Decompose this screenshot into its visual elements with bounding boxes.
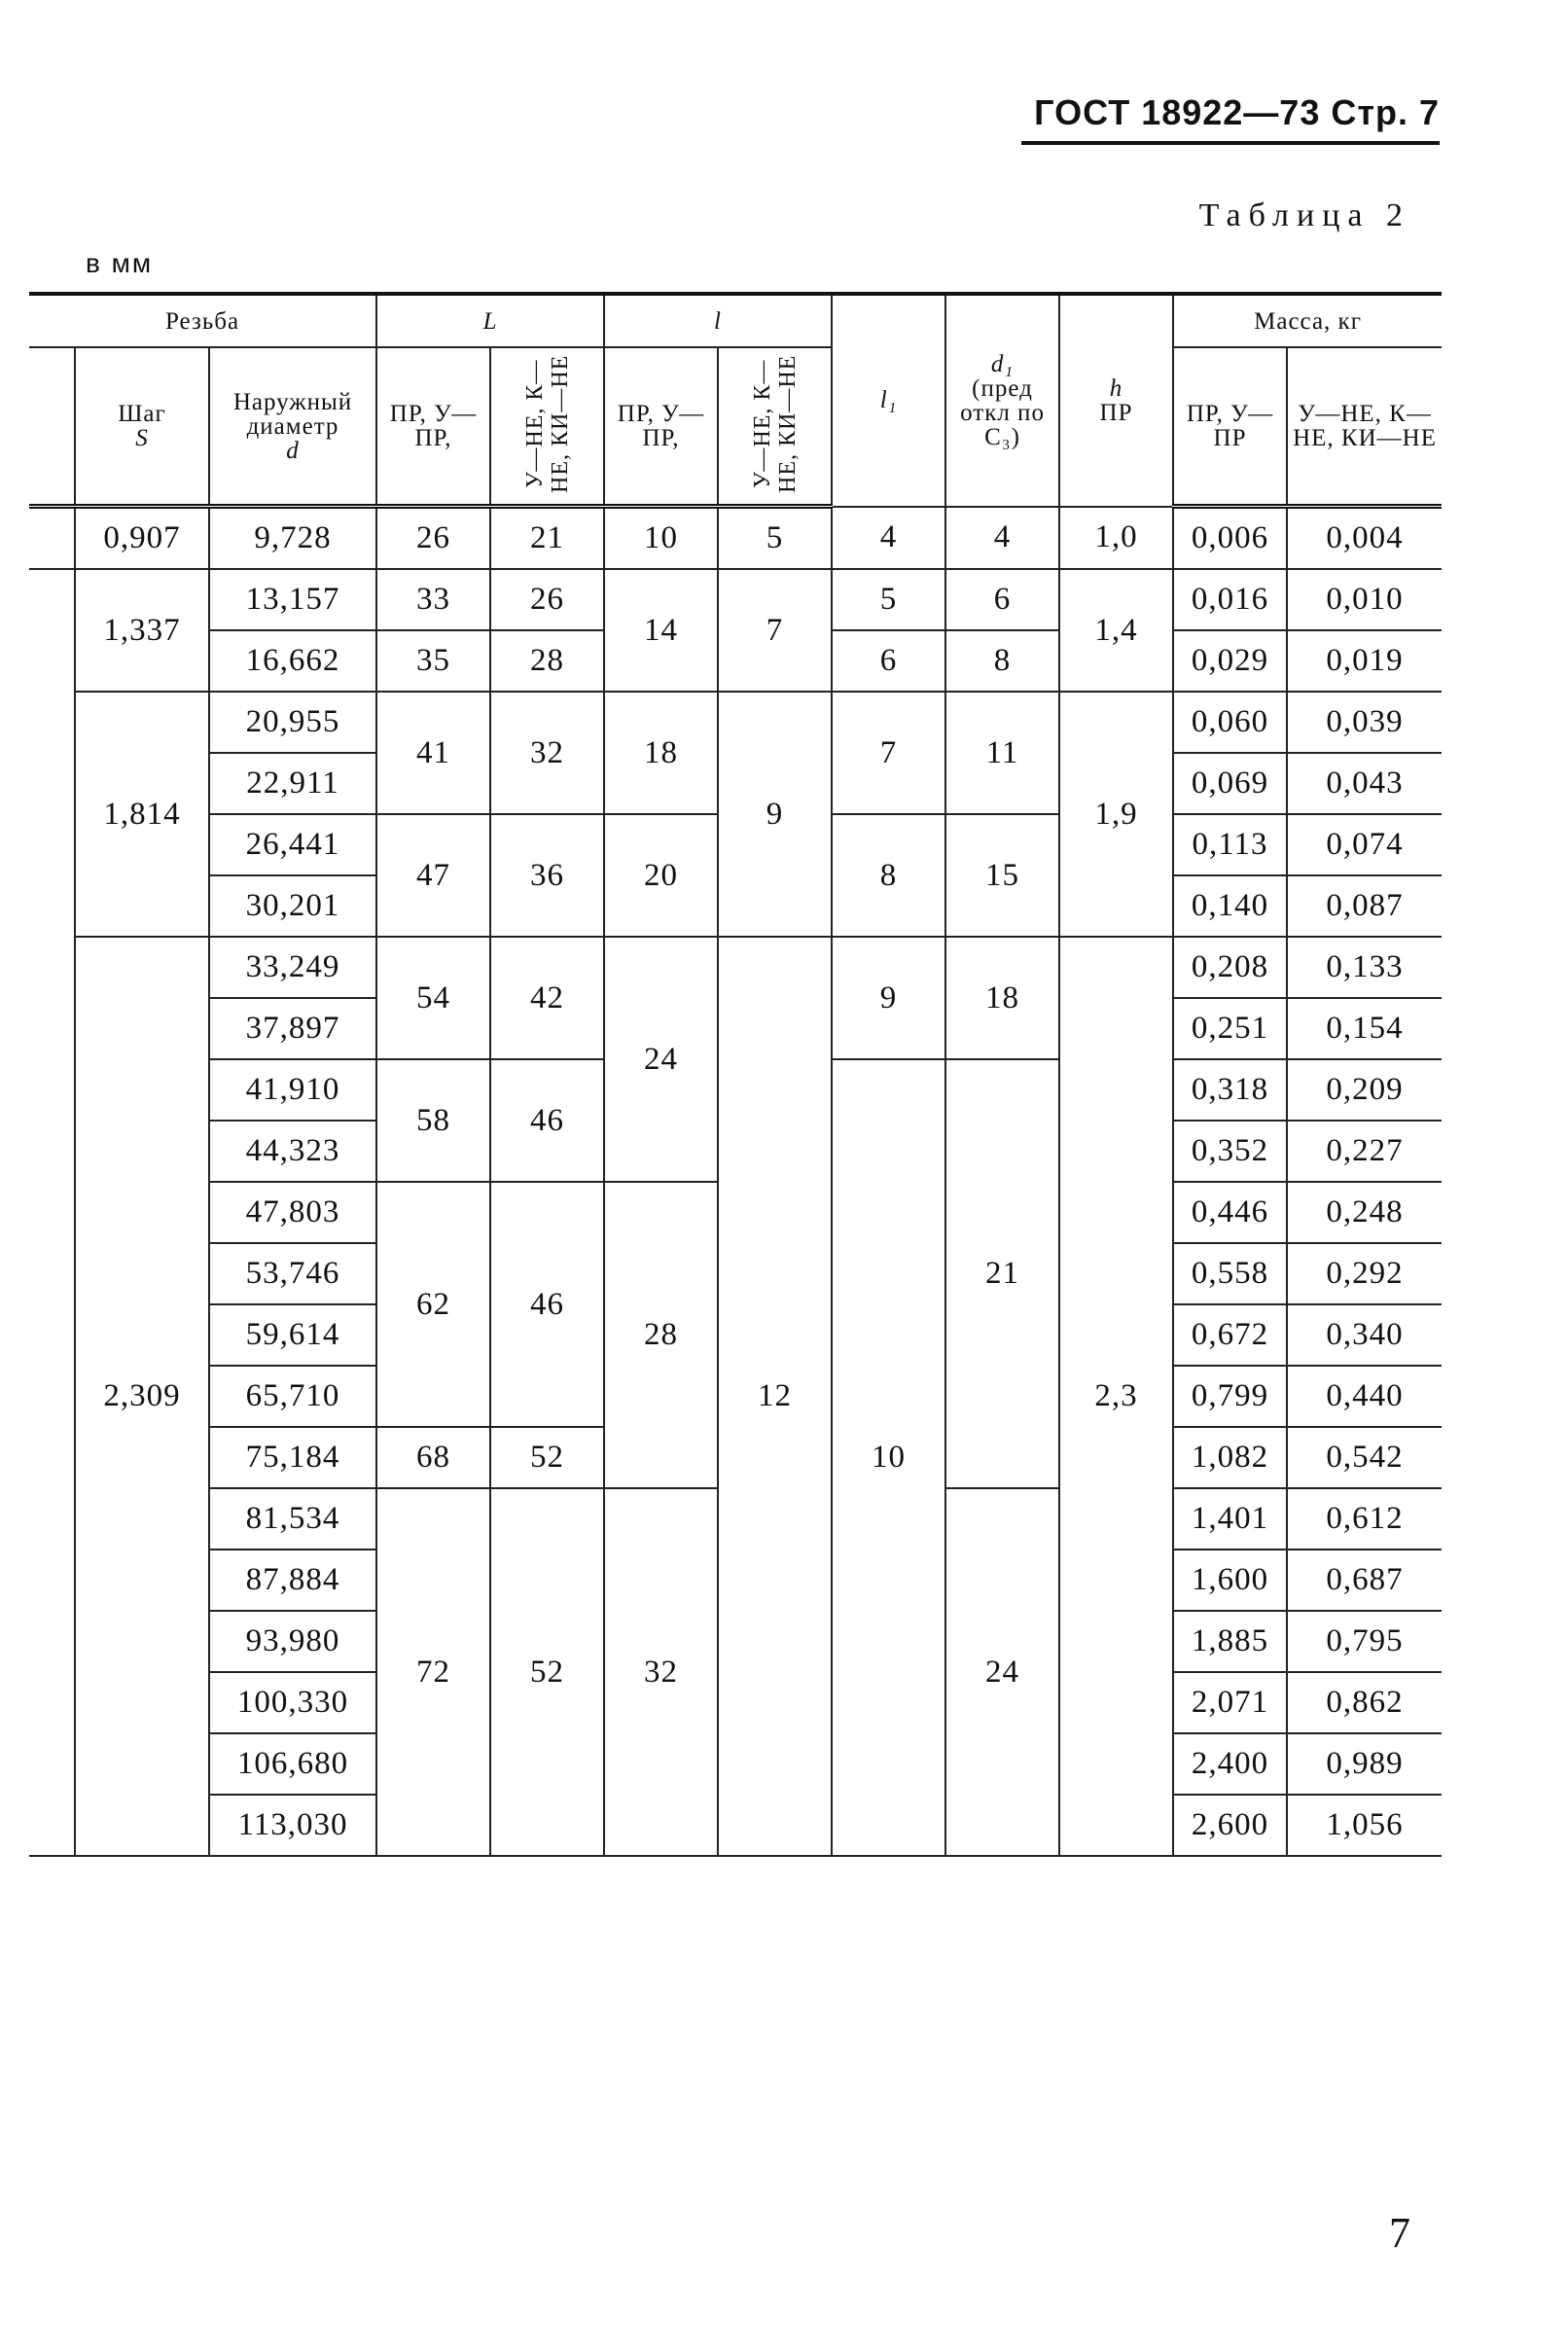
diameter-cell: 26,441: [209, 814, 376, 875]
mass-go-cell: 1,885: [1173, 1611, 1287, 1672]
diameter-cell: 75,184: [209, 1427, 376, 1488]
mass-nogo-cell: 0,612: [1287, 1488, 1442, 1550]
diameter-cell: 44,323: [209, 1121, 376, 1182]
mass-go-cell: 0,029: [1173, 630, 1287, 692]
header-outer-diameter-symbol: d: [286, 437, 300, 464]
mass-go-cell: 2,400: [1173, 1733, 1287, 1795]
pitch-cell: 2,309: [75, 937, 209, 1856]
mass-go-cell: 0,446: [1173, 1182, 1287, 1243]
gauge-dimensions-table: [29, 292, 1442, 1857]
L-go-cell: 35: [376, 630, 490, 692]
header-spacer: [29, 347, 75, 507]
mass-go-cell: 1,401: [1173, 1488, 1287, 1550]
h-cell: 1,9: [1059, 692, 1173, 937]
page-header: ГОСТ 18922—73 Стр. 7: [1034, 92, 1440, 132]
diameter-cell: 113,030: [209, 1795, 376, 1856]
L-nogo-cell: 52: [490, 1488, 604, 1856]
L-go-cell: 41: [376, 692, 490, 814]
L-nogo-cell: 21: [490, 507, 604, 570]
header-outer-diameter-label: Наружный диаметр: [232, 388, 353, 440]
mass-nogo-cell: 0,154: [1287, 998, 1442, 1059]
header-h-symbol: h: [1109, 374, 1123, 402]
l1-cell: 7: [832, 692, 945, 814]
margin-cell: [29, 569, 75, 1856]
header-d1-note: (пред откл по C₃): [960, 374, 1045, 450]
mass-go-cell: 0,251: [1173, 998, 1287, 1059]
mass-go-cell: 0,016: [1173, 569, 1287, 630]
mass-nogo-cell: 0,227: [1287, 1121, 1442, 1182]
mass-nogo-cell: 0,795: [1287, 1611, 1442, 1672]
diameter-cell: 22,911: [209, 753, 376, 814]
diameter-cell: 87,884: [209, 1550, 376, 1611]
pitch-cell: 1,337: [75, 569, 209, 692]
mass-nogo-cell: 0,209: [1287, 1059, 1442, 1121]
L-nogo-cell: 28: [490, 630, 604, 692]
diameter-cell: 65,710: [209, 1366, 376, 1427]
mass-nogo-cell: 0,039: [1287, 692, 1442, 753]
l1-cell: 9: [832, 937, 945, 1059]
header-L-go: ПР, У—ПР,: [376, 347, 490, 507]
diameter-cell: 106,680: [209, 1733, 376, 1795]
mass-go-cell: 0,208: [1173, 937, 1287, 998]
mass-go-cell: 0,672: [1173, 1304, 1287, 1366]
table-row: [29, 937, 1442, 998]
diameter-cell: 30,201: [209, 875, 376, 937]
l-nogo-cell: 12: [718, 937, 832, 1856]
mass-go-cell: 0,799: [1173, 1366, 1287, 1427]
mass-go-cell: 1,600: [1173, 1550, 1287, 1611]
diameter-cell: 93,980: [209, 1611, 376, 1672]
diameter-cell: 16,662: [209, 630, 376, 692]
l1-cell: 10: [832, 1059, 945, 1856]
L-go-cell: 62: [376, 1182, 490, 1427]
l-nogo-cell: 5: [718, 507, 832, 570]
L-nogo-cell: 36: [490, 814, 604, 937]
l1-cell: 4: [832, 507, 945, 570]
mass-go-cell: 0,318: [1173, 1059, 1287, 1121]
L-nogo-cell: 26: [490, 569, 604, 630]
L-go-cell: 33: [376, 569, 490, 630]
diameter-cell: 100,330: [209, 1672, 376, 1733]
mass-nogo-cell: 0,542: [1287, 1427, 1442, 1488]
mass-nogo-cell: 0,687: [1287, 1550, 1442, 1611]
header-pitch: [75, 347, 209, 507]
L-go-cell: 54: [376, 937, 490, 1059]
mass-nogo-cell: 0,019: [1287, 630, 1442, 692]
l-go-cell: 14: [604, 569, 718, 692]
h-cell: 2,3: [1059, 937, 1173, 1856]
header-mass: Масса, кг: [1173, 294, 1442, 347]
L-go-cell: 58: [376, 1059, 490, 1182]
l-nogo-cell: 9: [718, 692, 832, 937]
diameter-cell: 20,955: [209, 692, 376, 753]
header-thread: Резьба: [29, 294, 376, 347]
page-number: 7: [1389, 2209, 1410, 2257]
margin-cell: [29, 507, 75, 570]
l-go-cell: 10: [604, 507, 718, 570]
header-rule: [1021, 141, 1440, 145]
diameter-cell: 9,728: [209, 507, 376, 570]
L-nogo-cell: 46: [490, 1182, 604, 1427]
d1-cell: 15: [945, 814, 1059, 937]
mass-go-cell: 0,140: [1173, 875, 1287, 937]
diameter-cell: 53,746: [209, 1243, 376, 1304]
d1-cell: 8: [945, 630, 1059, 692]
header-l-go: ПР, У—ПР,: [604, 347, 718, 507]
header-L-nogo: [490, 347, 604, 507]
diameter-cell: 33,249: [209, 937, 376, 998]
header-l: l: [604, 294, 832, 347]
l1-cell: 8: [832, 814, 945, 937]
header-l-nogo: [718, 347, 832, 507]
header-d1: [945, 294, 1059, 507]
L-go-cell: 68: [376, 1427, 490, 1488]
diameter-cell: 41,910: [209, 1059, 376, 1121]
L-nogo-cell: 46: [490, 1059, 604, 1182]
d1-cell: 11: [945, 692, 1059, 814]
L-nogo-cell: 42: [490, 937, 604, 1059]
l1-cell: 6: [832, 630, 945, 692]
table-row: [29, 507, 1442, 570]
l1-cell: 5: [832, 569, 945, 630]
mass-go-cell: 0,006: [1173, 507, 1287, 570]
pitch-cell: 0,907: [75, 507, 209, 570]
header-h-sub: ПР: [1099, 399, 1133, 426]
d1-cell: 6: [945, 569, 1059, 630]
l-go-cell: 32: [604, 1488, 718, 1856]
L-go-cell: 72: [376, 1488, 490, 1856]
mass-nogo-cell: 0,292: [1287, 1243, 1442, 1304]
pitch-cell: 1,814: [75, 692, 209, 937]
header-h: [1059, 294, 1173, 507]
l-go-cell: 24: [604, 937, 718, 1182]
l-go-cell: 28: [604, 1182, 718, 1488]
units-label: в мм: [86, 248, 154, 278]
diameter-cell: 37,897: [209, 998, 376, 1059]
mass-nogo-cell: 0,010: [1287, 569, 1442, 630]
d1-cell: 18: [945, 937, 1059, 1059]
diameter-cell: 13,157: [209, 569, 376, 630]
mass-nogo-cell: 0,043: [1287, 753, 1442, 814]
header-pitch-label: Шаг: [118, 401, 166, 427]
L-nogo-cell: 32: [490, 692, 604, 814]
header-mass-go: ПР, У—ПР: [1173, 347, 1287, 507]
mass-nogo-cell: 1,056: [1287, 1795, 1442, 1856]
table-row: [29, 692, 1442, 753]
mass-go-cell: 1,082: [1173, 1427, 1287, 1488]
header-pitch-symbol: S: [135, 425, 149, 451]
L-go-cell: 47: [376, 814, 490, 937]
header-l1: l₁: [832, 294, 945, 507]
d1-cell: 24: [945, 1488, 1059, 1856]
header-l-nogo-text: У—НЕ, К—НЕ, КИ—НЕ: [749, 354, 801, 493]
d1-cell: 4: [945, 507, 1059, 570]
d1-cell: 21: [945, 1059, 1059, 1488]
mass-go-cell: 0,069: [1173, 753, 1287, 814]
mass-go-cell: 0,060: [1173, 692, 1287, 753]
h-cell: 1,0: [1059, 507, 1173, 570]
l-nogo-cell: 7: [718, 569, 832, 692]
L-go-cell: 26: [376, 507, 490, 570]
h-cell: 1,4: [1059, 569, 1173, 692]
l-go-cell: 18: [604, 692, 718, 814]
header-L-nogo-text: У—НЕ, К—НЕ, КИ—НЕ: [521, 354, 573, 493]
mass-nogo-cell: 0,004: [1287, 507, 1442, 570]
mass-go-cell: 0,113: [1173, 814, 1287, 875]
header-outer-diameter: [209, 347, 376, 507]
header-mass-nogo: У—НЕ, К—НЕ, КИ—НЕ: [1287, 347, 1442, 507]
mass-nogo-cell: 0,087: [1287, 875, 1442, 937]
mass-nogo-cell: 0,248: [1287, 1182, 1442, 1243]
mass-nogo-cell: 0,340: [1287, 1304, 1442, 1366]
diameter-cell: 47,803: [209, 1182, 376, 1243]
diameter-cell: 81,534: [209, 1488, 376, 1550]
mass-go-cell: 0,558: [1173, 1243, 1287, 1304]
table-label: Таблица 2: [1198, 197, 1410, 233]
mass-nogo-cell: 0,133: [1287, 937, 1442, 998]
mass-go-cell: 0,352: [1173, 1121, 1287, 1182]
mass-nogo-cell: 0,989: [1287, 1733, 1442, 1795]
header-L: L: [376, 294, 604, 347]
table-row: [29, 569, 1442, 630]
mass-nogo-cell: 0,862: [1287, 1672, 1442, 1733]
mass-go-cell: 2,600: [1173, 1795, 1287, 1856]
mass-nogo-cell: 0,440: [1287, 1366, 1442, 1427]
mass-nogo-cell: 0,074: [1287, 814, 1442, 875]
L-nogo-cell: 52: [490, 1427, 604, 1488]
mass-go-cell: 2,071: [1173, 1672, 1287, 1733]
header-d1-symbol: d₁: [990, 350, 1015, 377]
l-go-cell: 20: [604, 814, 718, 937]
diameter-cell: 59,614: [209, 1304, 376, 1366]
